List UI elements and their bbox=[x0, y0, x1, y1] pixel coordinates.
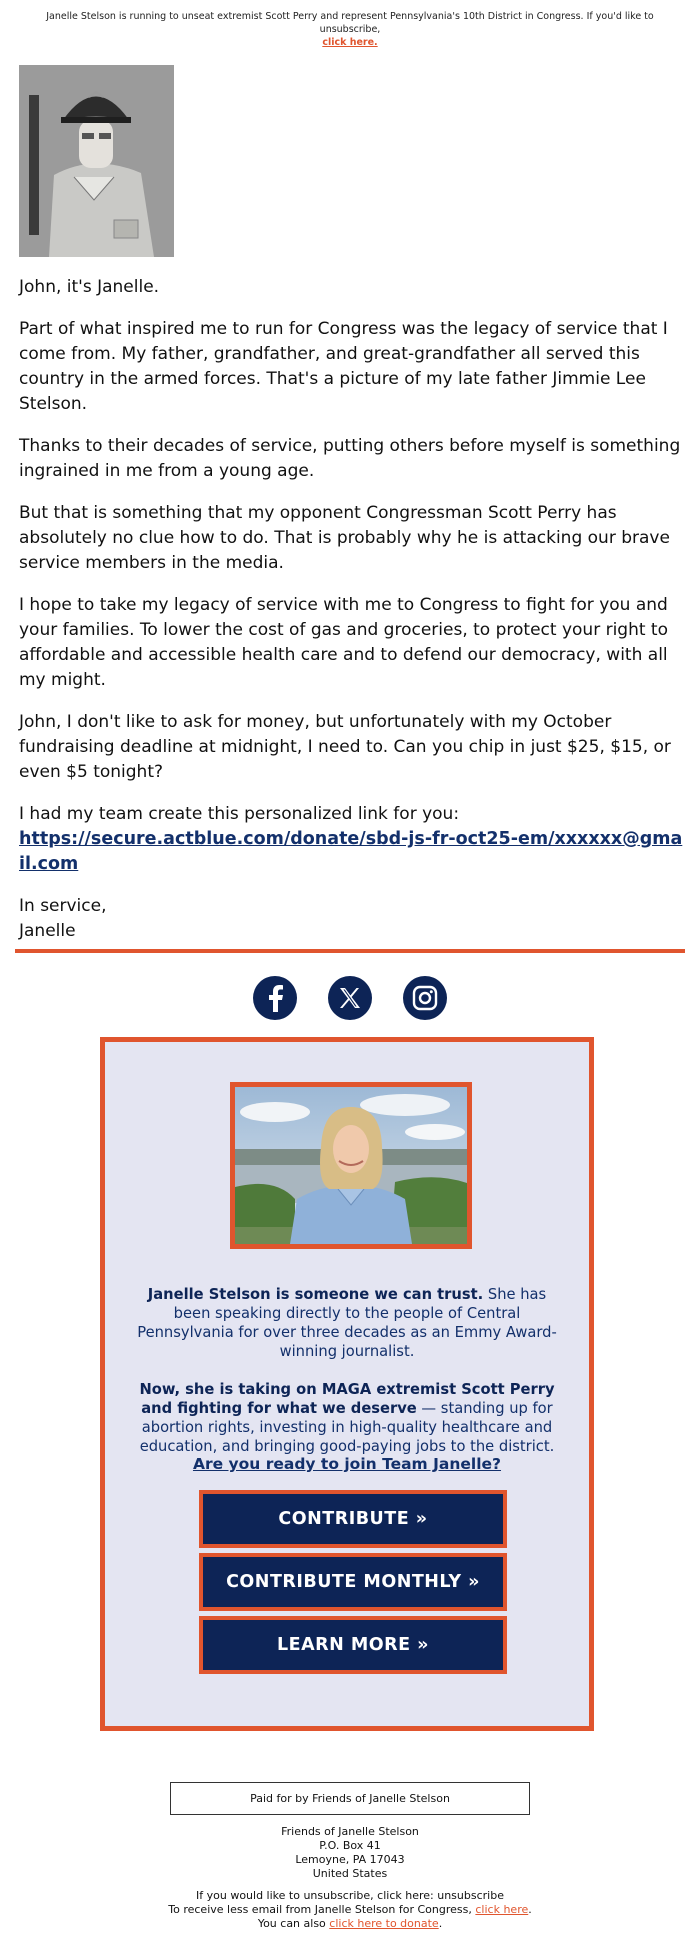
donate-personal-link[interactable]: https://secure.actblue.com/donate/sbd-js-fr-oct25-em/xxxxxx@gmail.com bbox=[19, 829, 683, 874]
candidate-photo bbox=[230, 1082, 472, 1249]
join-team-link[interactable]: Are you ready to join Team Janelle? bbox=[192, 1455, 502, 1473]
footer-less-email-text: To receive less email from Janelle Stelson for Congress, bbox=[168, 1903, 476, 1916]
letter-signature: Janelle bbox=[19, 921, 76, 941]
footer-less-email: To receive less email from Janelle Stelson for Congress, click here. bbox=[168, 1903, 532, 1916]
letter-greeting: John, it's Janelle. bbox=[19, 277, 160, 297]
candidate-card bbox=[100, 1037, 594, 1731]
footer-donate-text: You can also bbox=[257, 1917, 330, 1930]
paid-for-disclaimer: Paid for by Friends of Janelle Stelson bbox=[170, 1782, 530, 1815]
footer-org: Friends of Janelle Stelson bbox=[281, 1825, 419, 1838]
instagram-icon[interactable] bbox=[403, 976, 447, 1020]
footer-address-line2: Lemoyne, PA 17043 bbox=[295, 1853, 405, 1866]
footer-donate: You can also click here to donate. bbox=[257, 1917, 443, 1930]
letter-link-intro: I had my team create this personalized link for you: bbox=[19, 804, 460, 824]
letter-paragraph: Part of what inspired me to run for Congress was the legacy of service that I come from. My father, grandfather, and great-grandfather all served this country in the armed forces. That's a picture of my late father Jimmie Lee Stelson. bbox=[19, 319, 668, 414]
footer-unsubscribe[interactable]: If you would like to unsubscribe, click here: unsubscribe bbox=[196, 1889, 504, 1902]
bio-emphasis: Now, she is taking on MAGA extremist Scott Perry and fighting for what we deserve bbox=[139, 1381, 555, 1417]
less-email-link[interactable]: click here bbox=[475, 1903, 529, 1916]
footer-address-line1: P.O. Box 41 bbox=[319, 1839, 381, 1852]
father-photo bbox=[19, 65, 174, 257]
top-disclaimer-text: Janelle Stelson is running to unseat extremist Scott Perry and represent Pennsylvania's 10th District in Congress. If you'd like to unsubscribe, bbox=[46, 11, 654, 35]
contribute-button[interactable]: CONTRIBUTE » bbox=[199, 1490, 507, 1548]
section-divider bbox=[15, 949, 685, 953]
bio-text: She has been speaking directly to the people of Central Pennsylvania for over three decades as an Emmy Award-winning journalist. bbox=[137, 1286, 557, 1360]
candidate-bio bbox=[135, 1285, 559, 1475]
letter-paragraph: But that is something that my opponent Congressman Scott Perry has absolutely no clue how to do. That is probably why he is attacking our brave service members in the media. bbox=[19, 503, 670, 573]
bio-paragraph bbox=[135, 1380, 559, 1456]
social-links bbox=[0, 976, 700, 1020]
letter-paragraph: John, I don't like to ask for money, but unfortunately with my October fundraising deadline at midnight, I need to. Can you chip in just $25, $15, or even $5 tonight? bbox=[19, 712, 671, 782]
footer-country: United States bbox=[312, 1867, 388, 1880]
letter-paragraph: Thanks to their decades of service, putting others before myself is something ingrained in me from a young age. bbox=[19, 436, 681, 481]
bio-text: — standing up for abortion rights, investing in high-quality healthcare and education, and bringing good-paying jobs to the district. bbox=[139, 1400, 555, 1455]
footer bbox=[0, 1825, 700, 1931]
bio-emphasis: Janelle Stelson is someone we can trust. bbox=[147, 1286, 484, 1303]
bio-paragraph bbox=[135, 1285, 559, 1361]
learn-more-button[interactable]: LEARN MORE » bbox=[199, 1616, 507, 1674]
letter-body bbox=[19, 275, 683, 961]
contribute-monthly-button[interactable]: CONTRIBUTE MONTHLY » bbox=[199, 1553, 507, 1611]
letter-signoff: In service, bbox=[19, 896, 107, 916]
x-icon[interactable] bbox=[328, 976, 372, 1020]
letter-paragraph: I hope to take my legacy of service with me to Congress to fight for you and your families. To lower the cost of gas and groceries, to protect your right to affordable and accessible health care and to defend our democracy, with all my might. bbox=[19, 595, 668, 690]
facebook-icon[interactable] bbox=[253, 976, 297, 1020]
top-disclaimer bbox=[20, 10, 680, 49]
letter-signoff-block bbox=[19, 894, 683, 944]
top-unsubscribe-link[interactable]: click here. bbox=[322, 37, 378, 48]
footer-donate-link[interactable]: click here to donate bbox=[329, 1917, 439, 1930]
letter-link-paragraph bbox=[19, 802, 683, 877]
